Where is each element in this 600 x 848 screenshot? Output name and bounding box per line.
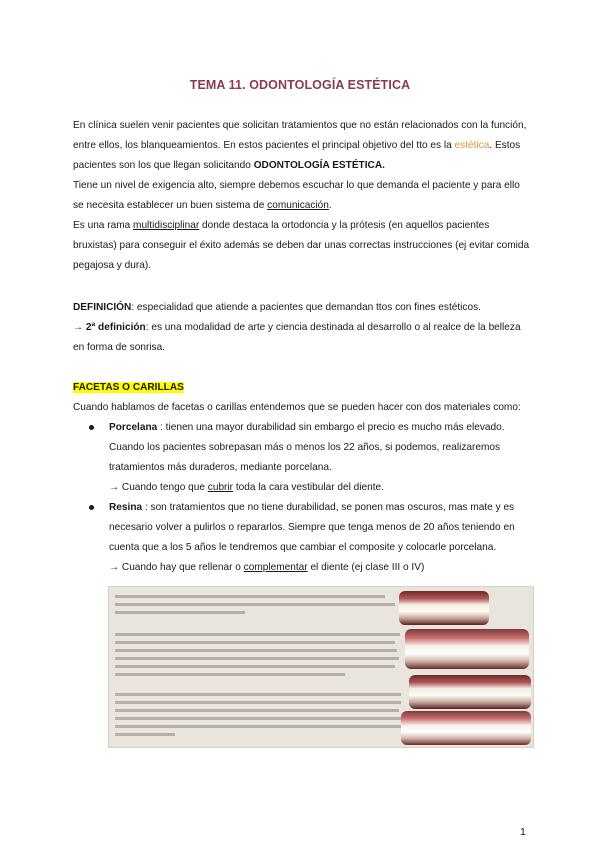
teeth-photo-1	[399, 591, 489, 625]
definition-2-label: 2ª definición	[85, 322, 146, 333]
item-line	[109, 458, 533, 478]
page-title: TEMA 11. ODONTOLOGÍA ESTÉTICA	[189, 78, 411, 92]
estetica-highlight: estética	[454, 140, 490, 151]
item-text: → Cuando tengo que	[109, 482, 208, 493]
item-arrow-line	[109, 478, 533, 498]
item-label: Resina	[109, 502, 143, 513]
arrow-glyph: →	[73, 322, 86, 333]
intro-text: En clínica suelen venir pacientes que solicitan tratamientos que no están relacionados con la función,	[73, 120, 527, 131]
teeth-photo-3	[409, 675, 531, 709]
item-text: tratamientos más duraderos, mediante porcelana.	[109, 462, 332, 473]
cubrir-underline: cubrir	[207, 482, 234, 493]
bullet-icon	[89, 505, 94, 510]
intro-line-5	[73, 196, 533, 216]
item-text: el diente (ej clase III o IV)	[307, 562, 425, 573]
facetas-intro: Cuando hablamos de facetas o carillas entendemos que se pueden hacer con dos materiales como:	[73, 402, 521, 413]
intro-line-3	[73, 156, 533, 176]
item-text: → Cuando hay que rellenar o	[109, 562, 244, 573]
item-text: : son tratamientos que no tiene durabilidad, se ponen mas oscuros, mas mate y es	[142, 502, 515, 513]
item-line	[109, 518, 533, 538]
intro-paragraph	[73, 116, 533, 276]
intro-text: .	[328, 200, 332, 211]
definition-2-text: en forma de sonrisa.	[73, 342, 166, 353]
page-number: 1	[520, 826, 526, 838]
comunicacion-underline: comunicación	[267, 200, 329, 211]
item-label: Porcelana	[109, 422, 158, 433]
item-text: necesario volver a pulirlos o repararlos. Siempre que tenga menos de 20 años teniendo en	[109, 522, 515, 533]
definition-2-text: : es una modalidad de arte y ciencia destinada al desarrollo o al realce de la belleza	[145, 322, 521, 333]
odontologia-estetica-bold: ODONTOLOGÍA ESTÉTICA.	[253, 160, 385, 171]
intro-text: . Estos	[489, 140, 521, 151]
intro-line-1	[73, 116, 533, 136]
intro-text: pegajosa y dura).	[73, 260, 151, 271]
list-item-porcelana	[73, 418, 533, 498]
item-text: Cuando los pacientes sobrepasan más o menos los 22 años, si podemos, realizaremos	[109, 442, 501, 453]
facetas-intro-line	[73, 398, 533, 418]
list-item-resina	[73, 498, 533, 578]
multidisciplinar-underline: multidisciplinar	[133, 220, 200, 231]
clinical-case-photo	[108, 586, 534, 748]
intro-text: Tiene un nivel de exigencia alto, siempre debemos escuchar lo que demanda el paciente y para ello	[73, 180, 520, 191]
item-line	[109, 438, 533, 458]
teeth-photo-4	[401, 711, 531, 745]
definition-line-1	[73, 298, 533, 318]
definition-label: DEFINICIÓN	[73, 302, 132, 313]
item-line	[109, 418, 533, 438]
intro-line-7	[73, 236, 533, 256]
item-text: cuenta que a los 5 años le tendremos que cambiar el composite y colocarle porcelana.	[109, 542, 497, 553]
intro-line-2	[73, 136, 533, 156]
item-line	[109, 498, 533, 518]
facetas-section	[73, 378, 533, 578]
item-text: toda la cara vestibular del diente.	[233, 482, 384, 493]
item-line	[109, 538, 533, 558]
item-arrow-line	[109, 558, 533, 578]
bullet-icon	[89, 425, 94, 430]
intro-line-6	[73, 216, 533, 236]
intro-line-8	[73, 256, 533, 276]
intro-text: Es una rama	[73, 220, 134, 231]
definition-paragraph	[73, 298, 533, 358]
intro-text: se necesita establecer un buen sistema de	[73, 200, 268, 211]
definition-line-3	[73, 338, 533, 358]
definition-line-2	[73, 318, 533, 338]
intro-line-4	[73, 176, 533, 196]
definition-text: : especialidad que atiende a pacientes que demandan ttos con fines estéticos.	[131, 302, 481, 313]
teeth-photo-2	[405, 629, 529, 669]
intro-text: entre ellos, los blanqueamientos. En estos pacientes el principal objetivo del tto es la	[73, 140, 455, 151]
facetas-heading-line	[73, 378, 533, 398]
intro-text: donde destaca la ortodoncia y la prótesis (en aquellos pacientes	[199, 220, 490, 231]
item-text: : tienen una mayor durabilidad sin embargo el precio es mucho más elevado.	[157, 422, 505, 433]
intro-text: pacientes son los que llegan solicitando	[73, 160, 254, 171]
complementar-underline: complementar	[243, 562, 308, 573]
intro-text: bruxistas) para conseguir el éxito además se deben dar unas correctas instrucciones (ej evitar comida	[73, 240, 530, 251]
materials-list	[73, 418, 533, 578]
facetas-heading: FACETAS O CARILLAS	[73, 382, 184, 393]
